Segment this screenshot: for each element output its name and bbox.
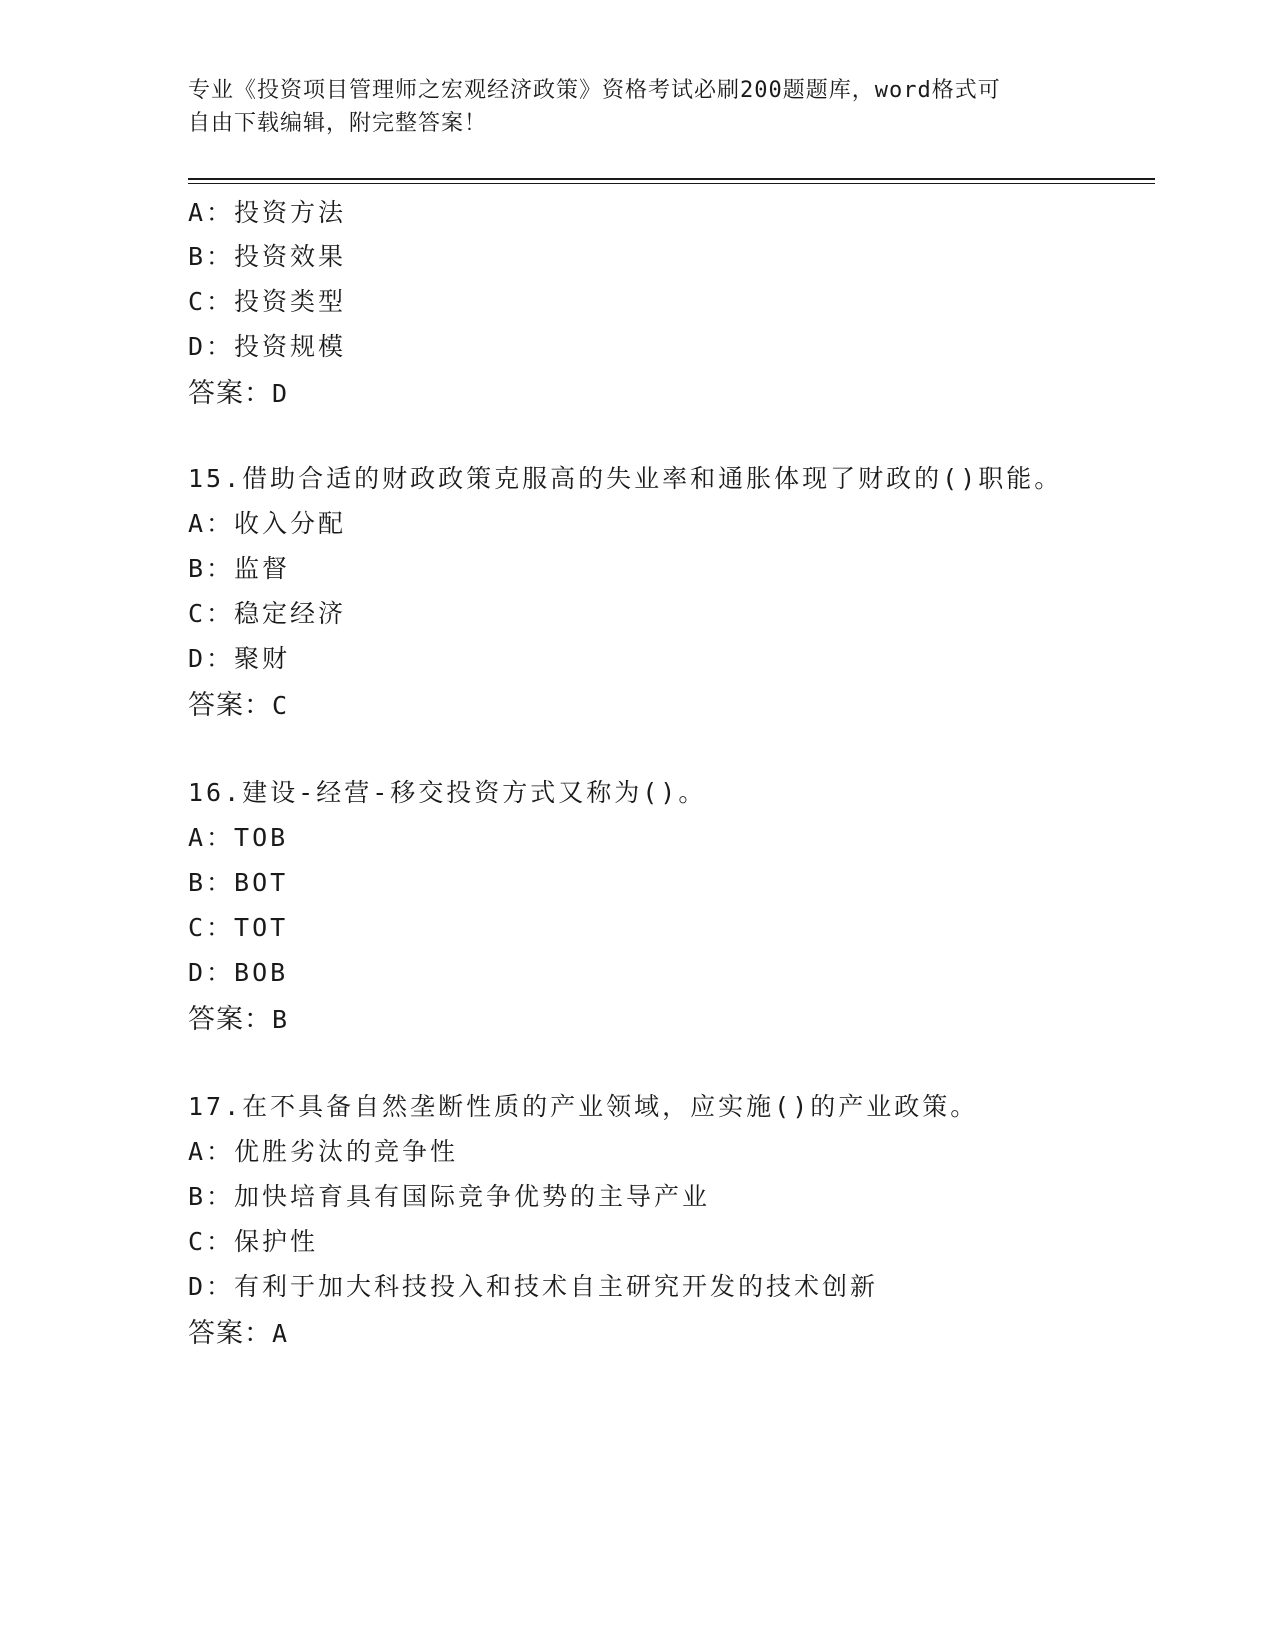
q14-option-a: A：投资方法 xyxy=(188,198,347,227)
header-line-1: 专业《投资项目管理师之宏观经济政策》资格考试必刷200题题库，word格式可 xyxy=(188,78,1001,103)
q14-option-b: B：投资效果 xyxy=(188,242,347,271)
q17-option-a: A：优胜劣汰的竞争性 xyxy=(188,1137,459,1166)
header-divider-thin xyxy=(188,183,1155,184)
answer-label: 答案： xyxy=(188,1004,272,1035)
q14-option-d: D：投资规模 xyxy=(188,332,347,361)
answer-label: 答案： xyxy=(188,1318,272,1349)
q15-option-b: B：监督 xyxy=(188,554,291,583)
document-header xyxy=(188,74,1068,140)
answer-value: C xyxy=(272,691,289,720)
q15-option-d: D：聚财 xyxy=(188,644,291,673)
answer-value: A xyxy=(272,1319,289,1348)
q16-option-d: D：BOB xyxy=(188,958,289,987)
q14-option-c: C：投资类型 xyxy=(188,287,347,316)
answer-value: D xyxy=(272,379,289,408)
header-line-2: 自由下载编辑，附完整答案！ xyxy=(188,111,488,136)
answer-label: 答案： xyxy=(188,378,272,409)
q16-answer xyxy=(188,997,288,1036)
q17-question: 17.在不具备自然垄断性质的产业领域，应实施()的产业政策。 xyxy=(188,1092,979,1121)
q17-answer xyxy=(188,1311,288,1350)
q16-option-b: B：BOT xyxy=(188,868,289,897)
q17-option-d: D：有利于加大科技投入和技术自主研究开发的技术创新 xyxy=(188,1272,879,1301)
q17-option-b: B：加快培育具有国际竞争优势的主导产业 xyxy=(188,1182,711,1211)
q14-answer xyxy=(188,371,288,410)
q16-question: 16.建设-经营-移交投资方式又称为()。 xyxy=(188,778,707,807)
q15-option-a: A：收入分配 xyxy=(188,509,347,538)
header-divider-thick xyxy=(188,178,1155,180)
q17-option-c: C：保护性 xyxy=(188,1227,319,1256)
answer-value: B xyxy=(272,1005,289,1034)
q16-option-c: C：TOT xyxy=(188,913,289,942)
q15-answer xyxy=(188,683,288,722)
answer-label: 答案： xyxy=(188,690,272,721)
q16-option-a: A：TOB xyxy=(188,823,289,852)
q15-option-c: C：稳定经济 xyxy=(188,599,347,628)
q15-question: 15.借助合适的财政政策克服高的失业率和通胀体现了财政的()职能。 xyxy=(188,464,1063,493)
